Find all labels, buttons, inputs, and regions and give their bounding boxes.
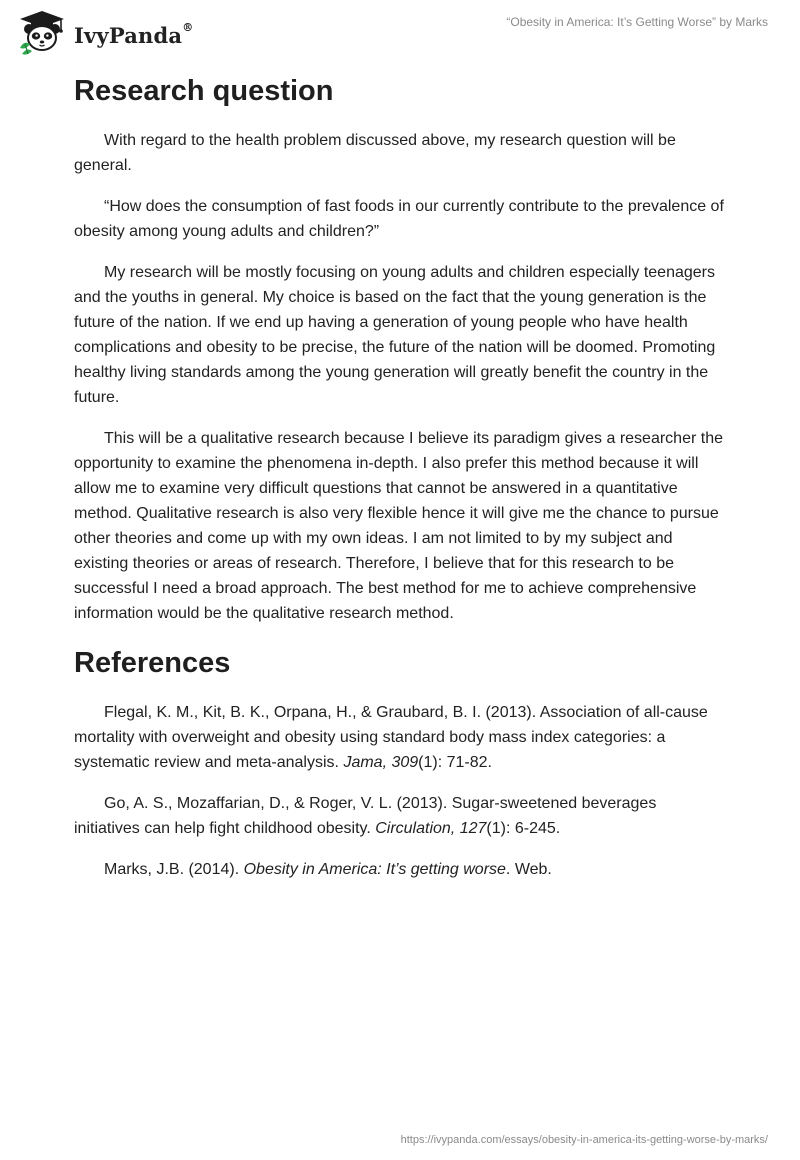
document-title: “Obesity in America: It’s Getting Worse” by Marks: [506, 15, 768, 29]
research-paragraph: This will be a qualitative research because I believe its paradigm gives a researcher the opportunity to examine the phenomena in-depth. I also prefer this method because it will allow me to examine very difficult questions that cannot be answered in a quantitative method. Qualitative research is also very flexible hence it will give me the chance to pursue other theories and come up with my own ideas. I am not limited to by my subject and existing theories or areas of research. Therefore, I believe that for this research to be successful I need a broad approach. The best method for me to achieve comprehensive information would be the qualitative research method.: [74, 430, 723, 622]
brand-name: IvyPanda®: [74, 20, 194, 48]
reference-item: Marks, J.B. (2014). Obesity in America: It’s getting worse. Web.: [104, 861, 552, 878]
research-paragraph: My research will be mostly focusing on young adults and children especially teenagers and the youths in general. My choice is based on the fact that the young generation is the future of the nation. If we end up having a generation of young people who have health complications and obesity to be precise, the future of the nation will be doomed. Promoting healthy living standards among the young generation will greatly benefit the country in the future.: [74, 264, 716, 406]
research-question-body: [74, 128, 726, 626]
reference-item: Flegal, K. M., Kit, B. K., Orpana, H., & Graubard, B. I. (2013). Association of all-cause mortality with overweight and obesity using standard body mass index categories: a systematic review and meta-analysis. Jama, 309(1): 71-82.: [74, 704, 708, 771]
reference-item: Go, A. S., Mozaffarian, D., & Roger, V. L. (2013). Sugar-sweetened beverages initiatives can help fight childhood obesity. Circulation, 127(1): 6-245.: [74, 795, 657, 837]
registered-mark: ®: [182, 20, 194, 34]
essay-content: [74, 70, 726, 898]
research-question-heading: Research question: [74, 75, 334, 107]
research-paragraph: “How does the consumption of fast foods in our currently contribute to the prevalence of obesity among young adults and children?”: [74, 198, 724, 240]
research-paragraph: With regard to the health problem discussed above, my research question will be general.: [74, 132, 676, 174]
references-list: [74, 700, 726, 882]
page-header: [0, 0, 800, 62]
ivypanda-logo[interactable]: [14, 8, 193, 56]
references-heading: References: [74, 647, 231, 679]
panda-graduate-logo-icon: [14, 8, 70, 56]
source-url-link[interactable]: https://ivypanda.com/essays/obesity-in-america-its-getting-worse-by-marks/: [400, 1134, 768, 1146]
